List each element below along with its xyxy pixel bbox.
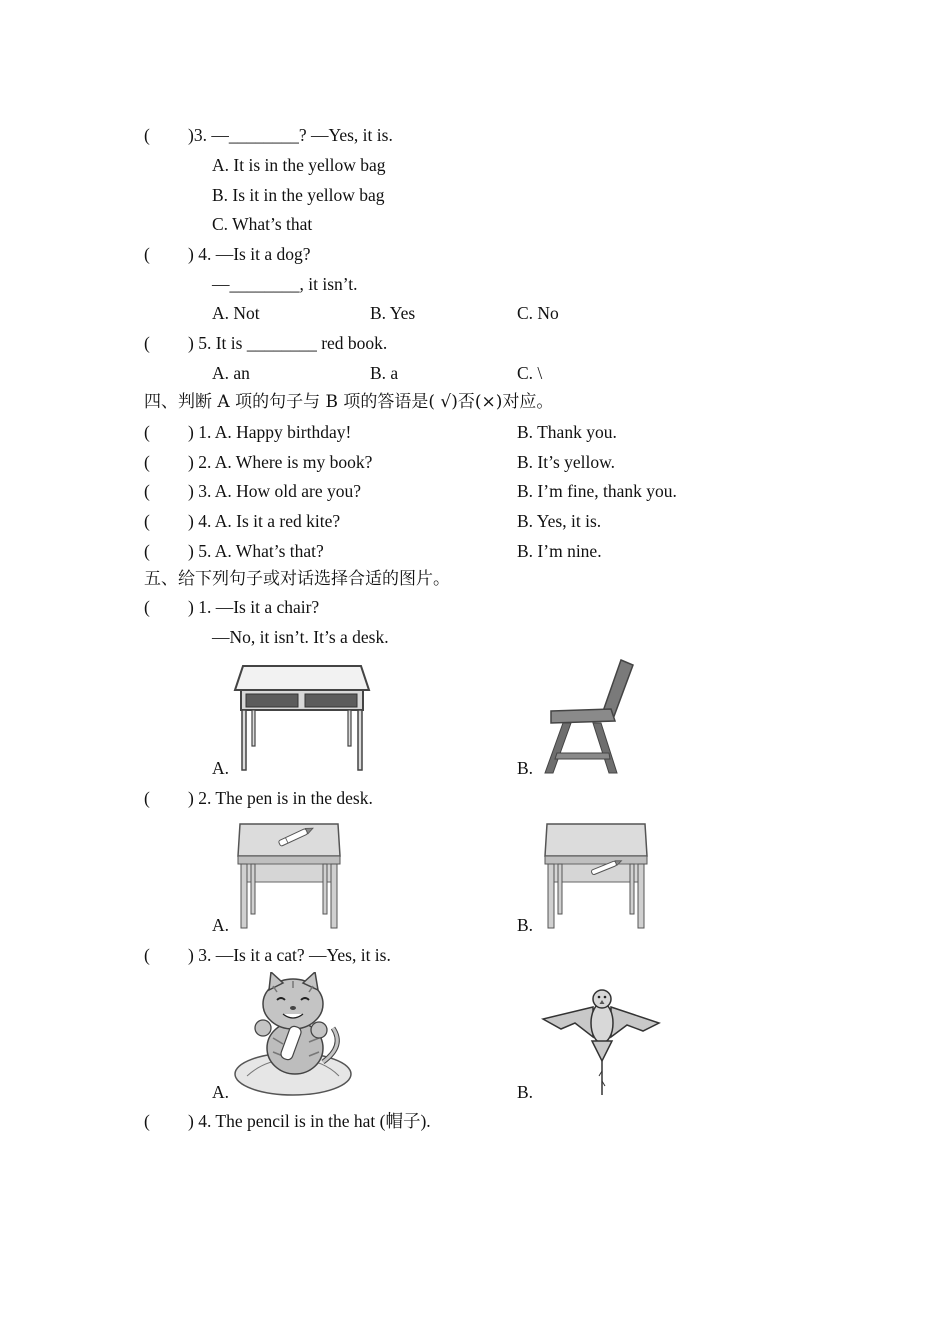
option-c: C. \ [517, 363, 543, 383]
answer-paren: ( [144, 541, 150, 561]
option-b: B. Yes [370, 303, 416, 323]
question-stem: )3. —________? —Yes, it is. [188, 125, 393, 145]
answer-paren: ( [144, 422, 150, 442]
question-stem: ) 1. —Is it a chair? [188, 597, 320, 617]
option-a: A. Not [212, 303, 260, 323]
statement-b: B. I’m nine. [517, 541, 602, 561]
section-heading: 四、判断 A 项的句子与 B 项的答语是( √)否(×)对应。 [144, 392, 554, 412]
question-stem: ) 3. —Is it a cat? —Yes, it is. [188, 945, 391, 965]
answer-paren: ( [144, 945, 150, 965]
choice-label-b: B. [517, 915, 534, 935]
option-a: A. It is in the yellow bag [212, 155, 386, 175]
choice-label-a: A. [212, 915, 230, 935]
answer-paren: ( [144, 125, 150, 145]
choice-label-b: B. [517, 1082, 534, 1102]
statement-a: ) 2. A. Where is my book? [188, 452, 373, 472]
answer-paren: ( [144, 597, 150, 617]
answer-paren: ( [144, 244, 150, 264]
statement-b: B. I’m fine, thank you. [517, 481, 677, 501]
answer-paren: ( [144, 1111, 150, 1131]
question-stem: ) 2. The pen is in the desk. [188, 788, 373, 808]
question-stem: ) 4. —Is it a dog? [188, 244, 311, 264]
question-stem: ) 4. The pencil is in the hat (帽子). [188, 1111, 431, 1131]
statement-a: ) 3. A. How old are you? [188, 481, 362, 501]
option-b: B. Is it in the yellow bag [212, 185, 385, 205]
option-c: C. No [517, 303, 559, 323]
desk-picture [233, 664, 371, 776]
cat-picture [233, 972, 355, 1098]
question-stem-line2: —No, it isn’t. It’s a desk. [212, 627, 389, 647]
answer-paren: ( [144, 481, 150, 501]
option-b: B. a [370, 363, 399, 383]
statement-a: ) 1. A. Happy birthday! [188, 422, 352, 442]
choice-label-b: B. [517, 758, 534, 778]
option-c: C. What’s that [212, 214, 313, 234]
question-stem: ) 5. It is ________ red book. [188, 333, 388, 353]
choice-label-a: A. [212, 758, 230, 778]
statement-a: ) 5. A. What’s that? [188, 541, 324, 561]
statement-a: ) 4. A. Is it a red kite? [188, 511, 341, 531]
desk-pen-on-top-picture [236, 822, 344, 932]
answer-paren: ( [144, 333, 150, 353]
answer-paren: ( [144, 452, 150, 472]
kite-picture [541, 985, 663, 1097]
desk-pen-inside-picture [543, 822, 651, 932]
section-heading: 五、给下列句子或对话选择合适的图片。 [144, 569, 450, 589]
statement-b: B. It’s yellow. [517, 452, 616, 472]
option-a: A. an [212, 363, 250, 383]
question-stem-line2: —________, it isn’t. [212, 274, 358, 294]
choice-label-a: A. [212, 1082, 230, 1102]
statement-b: B. Yes, it is. [517, 511, 602, 531]
answer-paren: ( [144, 511, 150, 531]
statement-b: B. Thank you. [517, 422, 617, 442]
chair-picture [543, 657, 637, 777]
answer-paren: ( [144, 788, 150, 808]
